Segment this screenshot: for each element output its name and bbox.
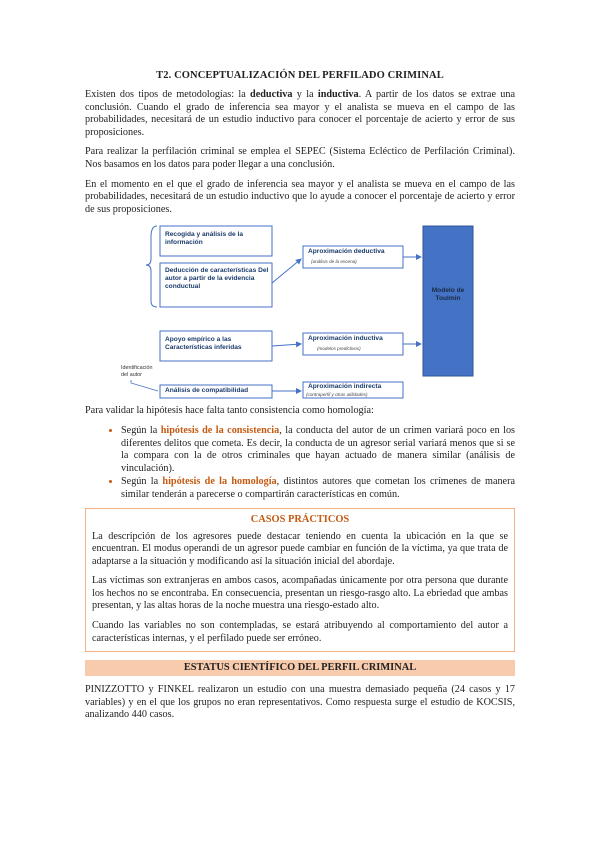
intro-paragraph-1 [85, 89, 515, 139]
methodology-diagram [121, 223, 479, 399]
cases-paragraph-1: La descripción de los agresores puede destacar teniendo en cuenta la ubicación en la que se encuentran. El modus operandi de un agresor puede cambiar en función de la víctima, ya que trata de adaptarse a la situación y modificando así la situación inicial del abordaje. [92, 530, 508, 567]
label-inductiva-sub: (modelos predictivos) [317, 346, 361, 352]
intro-text: . A partir de los datos se extrae una conclusión. Cuando el grado de inferencia sea mayor y el analista se mueva en el campo de las probabilidades, necesitará de un estudio inductivo para conocer el porcentaje de acierto y error de sus proposiciones. [85, 89, 515, 138]
connector-identificacion [131, 380, 158, 391]
list-item: • Según la hipótesis de la consistencia, la conducta del autor de un crimen variará poco en los diferentes delitos que cometa. Es decir, la conducta de un agresor serial variará menos que si se la compara con la de otros criminales que hayan actuado de manera similar (análisis de vinculación). [121, 425, 515, 475]
label-indirecta: Aproximación indirecta [308, 383, 382, 391]
status-paragraph: PINIZZOTTO y FINKEL realizaron un estudio con una muestra demasiado pequeña (24 casos y 17 variables) y en el que los grupos no eran representativos. Como respuesta surge el estudio de KOCSIS, analizando 440 casos. [85, 684, 515, 721]
term-inductiva: inductiva [317, 89, 359, 100]
label-indirecta-sub: (contraperfil y otras utilidades) [306, 392, 368, 398]
practical-cases-box [85, 508, 515, 653]
cases-paragraph-2: Las víctimas son extranjeras en ambos casos, acompañadas únicamente por otra persona que durante los hechos no se encontraba. En consecuencia, presentan un riesgo-rasgo alto. La ebriedad que ambas presentan, y las altas horas de la noche muestra una riesgo-estado alto. [92, 575, 508, 612]
arrow-apoyo [272, 344, 301, 346]
practical-cases-title: CASOS PRÁCTICOS [250, 513, 350, 525]
document-page [85, 70, 515, 729]
hypothesis-homology: hipótesis de la homología [162, 476, 277, 488]
label-deductiva: Aproximación deductiva [308, 248, 385, 256]
intro-text: y la [292, 89, 318, 100]
section-title: T2. CONCEPTUALIZACIÓN DEL PERFILADO CRIMINAL [156, 70, 444, 81]
hypothesis-list [85, 425, 515, 502]
label-compatibilidad: Análisis de compatibilidad [165, 387, 249, 395]
intro-paragraph-3: En el momento en el que el grado de inferencia sea mayor y el analista se mueva en el campo de las probabilidades, necesitará de un estudio inductivo que lo ayude a conocer el porcentaje de acierto y error de sus proposiciones. [85, 178, 515, 215]
validation-lead: Para validar la hipótesis hace falta tanto consistencia como homología: [85, 405, 374, 417]
label-modelo-toulmin: Modelo de Toulmin [431, 287, 465, 303]
label-inductiva: Aproximación inductiva [308, 335, 383, 343]
cases-paragraph-3: Cuando las variables no son contempladas, se estará atribuyendo al comportamiento del autor a características internas, y el perfilado puede ser erróneo. [92, 620, 508, 644]
label-identificacion: Identificación del autor [121, 365, 153, 379]
hypothesis-consistency: hipótesis de la consistencia [160, 424, 280, 436]
status-title: ESTATUS CIENTÍFICO DEL PERFIL CRIMINAL [85, 660, 515, 676]
label-deductiva-sub: (análisis de la escena) [311, 259, 357, 265]
diagram-shapes [127, 223, 479, 399]
arrow-deduccion [272, 259, 301, 283]
term-deductiva: deductiva [250, 89, 293, 100]
label-recogida: Recogida y análisis de la información [165, 231, 244, 247]
brace [146, 226, 157, 307]
label-deduccion: Deducción de características Del autor a partir de la evidencia conductual [165, 267, 269, 291]
list-item: • Según la hipótesis de la homología, distintos autores que cometan los crímenes de manera similar tenderán a parecerse o compartirán características en común. [121, 476, 515, 501]
intro-text: Existen dos tipos de metodologías: la [85, 89, 251, 100]
label-apoyo: Apoyo empírico a las Características inferidas [165, 336, 242, 352]
intro-paragraph-2: Para realizar la perfilación criminal se emplea el SEPEC (Sistema Ecléctico de Perfilación Criminal). Nos basamos en los datos para poder llegar a una conclusión. [85, 146, 515, 170]
